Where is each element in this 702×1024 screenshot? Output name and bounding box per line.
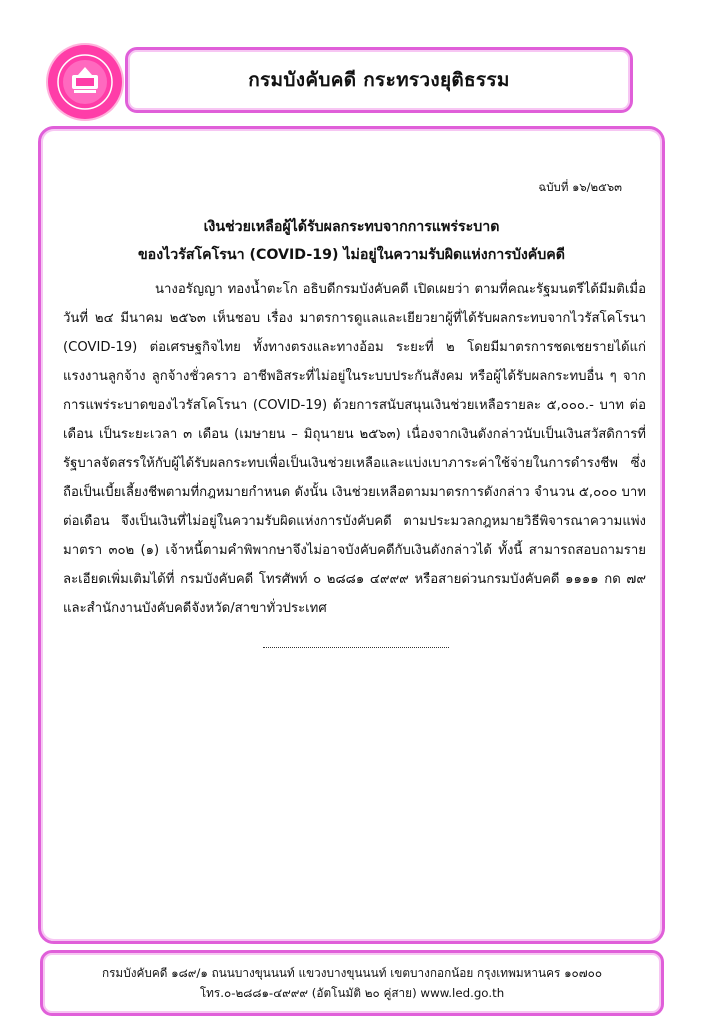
- footer-address: กรมบังคับคดี ๑๘๙/๑ ถนนบางขุนนนท์ แขวงบางขุนนนท์ เขตบางกอกน้อย กรุงเทพมหานคร ๑๐๗๐๐: [101, 966, 603, 980]
- press-release-panel: [38, 126, 665, 944]
- issue-number: ฉบับที่ ๑๖/๒๕๖๓: [538, 180, 622, 194]
- body-paragraph: [63, 275, 646, 623]
- footer-banner: [40, 950, 664, 1016]
- headline-line-1: เงินช่วยเหลือผู้ได้รับผลกระทบจากการแพร่ระบาด: [203, 219, 500, 235]
- header-banner: [125, 47, 633, 113]
- seal-emblem-icon: [48, 45, 122, 119]
- dotted-divider: [263, 647, 449, 648]
- department-title: กรมบังคับคดี กระทรวงยุติธรรม: [248, 69, 510, 91]
- footer-contact: โทร.๐-๒๘๘๑-๔๙๙๙ (อัตโนมัติ ๒๐ คู่สาย) www.led.go.th: [199, 986, 505, 1000]
- department-seal-logo: [48, 45, 122, 119]
- headline-line-2: ของไวรัสโคโรนา (COVID-19) ไม่อยู่ในความรับผิดแห่งการบังคับคดี: [137, 247, 566, 263]
- headline: [41, 213, 662, 269]
- body-text: นางอรัญญา ทองน้ำตะโก อธิบดีกรมบังคับคดี เปิดเผยว่า ตามที่คณะรัฐมนตรีได้มีมติเมื่อวันที่ ๒๔ มีนาคม ๒๕๖๓ เห็นชอบ เรื่อง มาตรการดูแลและเยียวยาผู้ที่ได้รับผลกระทบจากไวรัสโคโรนา (COVID-19) ต่อเศรษฐกิจไทย ทั้งทางตรงและทางอ้อม ระยะที่ ๒ โดยมีมาตรการชดเชยรายได้แก่แรงงานลูกจ้าง ลูกจ้างชั่วคราว อาชีพอิสระที่ไม่อยู่ในระบบประกันสังคม หรือผู้ได้รับผลกระทบอื่น ๆ จากการแพร่ระบาดของไวรัสโคโรนา (COVID-19) ด้วยการสนับสนุนเงินช่วยเหลือรายละ ๕,๐๐๐.- บาท ต่อเดือน เป็นระยะเวลา ๓ เดือน (เมษายน – มิถุนายน ๒๕๖๓) เนื่องจากเงินดังกล่าวนับเป็นเงินสวัสดิการที่รัฐบาลจัดสรรให้กับผู้ได้รับผลกระทบเพื่อเป็นเงินช่วยเหลือและแบ่งเบาภาระค่าใช้จ่ายในการดำรงชีพ ซึ่งถือเป็นเบี้ยเลี้ยงชีพตามที่กฎหมายกำหนด ดังนั้น เงินช่วยเหลือตามมาตรการดังกล่าว จำนวน ๕,๐๐๐ บาท ต่อเดือน จึงเป็นเงินที่ไม่อยู่ในความรับผิดแห่งการบังคับคดี ตามประมวลกฎหมายวิธีพิจารณาความแพ่ง มาตรา ๓๐๒ (๑) เจ้าหนี้ตามคำพิพากษาจึงไม่อาจบังคับคดีกับเงินดังกล่าวได้ ทั้งนี้ สามารถสอบถามรายละเอียดเพิ่มเติมได้ที่ กรมบังคับคดี โทรศัพท์ ๐ ๒๘๘๑ ๔๙๙๙ หรือสายด่วนกรมบังคับคดี ๑๑๑๑ กด ๗๙ และสำนักงานบังคับคดีจังหวัด/สาขาทั่วประเทศ: [63, 282, 646, 616]
